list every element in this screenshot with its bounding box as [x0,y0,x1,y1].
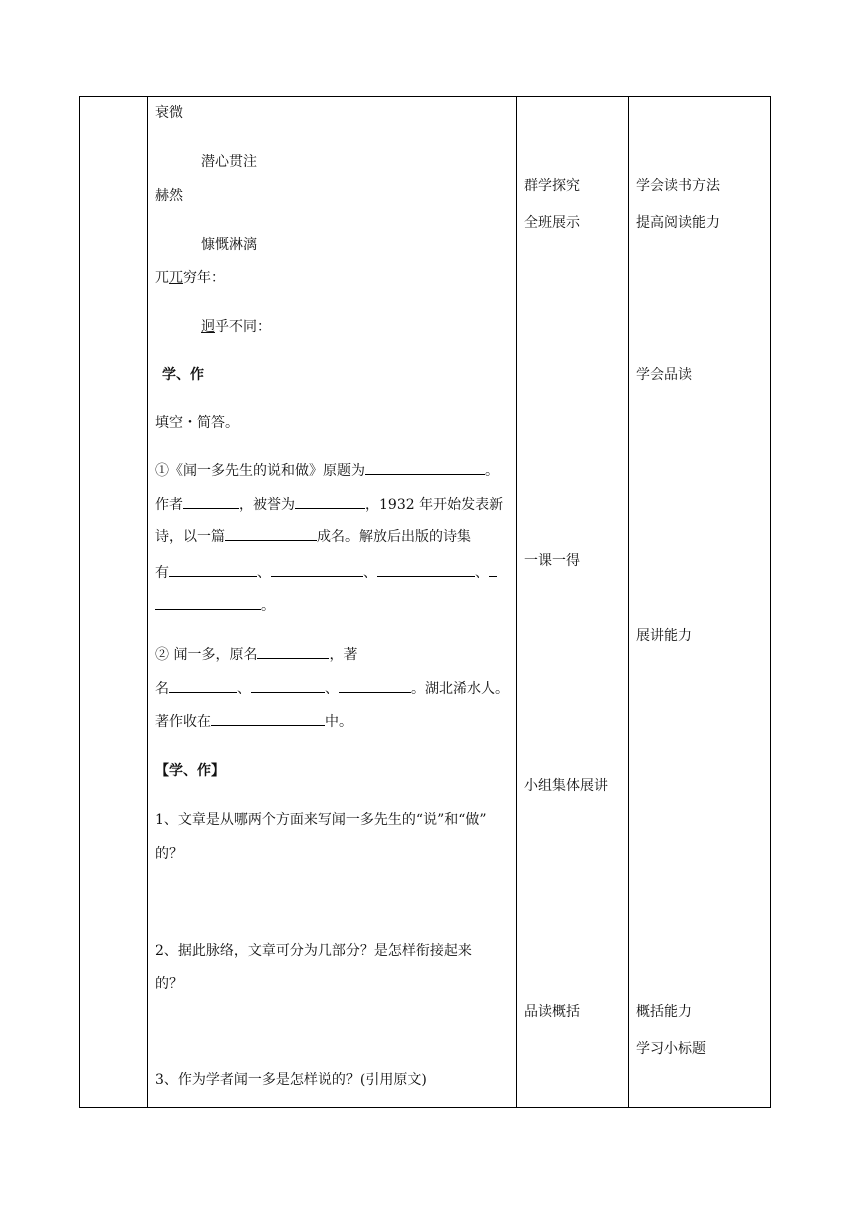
question-1-line: 诗，以一篇 成名。解放后出版的诗集 [155,529,471,545]
goal-label: 提高阅读能力 [636,215,720,231]
answer-blank[interactable] [225,528,317,541]
goal-label: 学会品读 [636,367,692,383]
vocab-word: 慷慨淋漓 [201,237,257,253]
question-1-line: 作者 ，被誉为 ，1932 年开始发表新 [155,497,504,513]
goal-label: 学习小标题 [636,1041,706,1057]
activity-label: 全班展示 [524,215,580,231]
answer-blank[interactable] [339,680,411,693]
question-text: 2、据此脉络，文章可分为几部分？是怎样衔接起来 [155,943,472,959]
answer-blank[interactable] [183,496,239,509]
section-heading: 学、作 [162,367,204,383]
answer-blank[interactable] [377,564,475,577]
question-1-line: 。 [155,597,275,615]
column-divider [516,97,517,1107]
answer-blank[interactable] [365,462,485,475]
question-1-line: ①《闻一多先生的说和做》原题为 。 [155,463,499,479]
answer-blank[interactable] [271,564,363,577]
answer-blank[interactable] [295,496,365,509]
question-text: 3、作为学者闻一多是怎样说的？(引用原文) [155,1072,427,1088]
answer-blank[interactable] [251,680,325,693]
answer-blank[interactable] [169,680,237,693]
column-divider [628,97,629,1107]
question-2-line: 著作收在 中。 [155,714,353,730]
goal-label: 概括能力 [636,1004,692,1020]
answer-blank[interactable] [169,564,257,577]
goal-label: 展讲能力 [636,628,692,644]
question-text: 的？ [155,846,183,862]
answer-blank[interactable] [211,713,325,726]
instruction-text: 填空・简答。 [155,415,239,431]
vocab-word: 迥乎不同： [201,319,271,335]
answer-blank[interactable] [489,564,497,577]
section-heading: 【学、作】 [155,763,225,779]
question-2-line: 名 、 、 。湖北浠水人。 [155,681,509,697]
question-text: 的？ [155,976,183,992]
vocab-word: 潜心贯注 [201,154,257,170]
activity-label: 群学探究 [524,178,580,194]
answer-blank[interactable] [257,646,329,659]
activity-label: 小组集体展讲 [524,778,608,794]
activity-label: 一课一得 [524,553,580,569]
question-text: 1、文章是从哪两个方面来写闻一多先生的“说”和“做” [155,812,487,828]
question-1-line: 有 、 、 、 [155,564,497,582]
goal-label: 学会读书方法 [636,178,720,194]
column-divider [147,97,148,1107]
answer-blank[interactable] [155,597,261,610]
question-2-line: ② 闻一多，原名 ，著 [155,647,358,663]
vocab-word: 衰微 [155,105,183,121]
vocab-word: 兀兀穷年： [155,270,225,286]
activity-label: 品读概括 [524,1004,580,1020]
vocab-word: 赫然 [155,188,183,204]
